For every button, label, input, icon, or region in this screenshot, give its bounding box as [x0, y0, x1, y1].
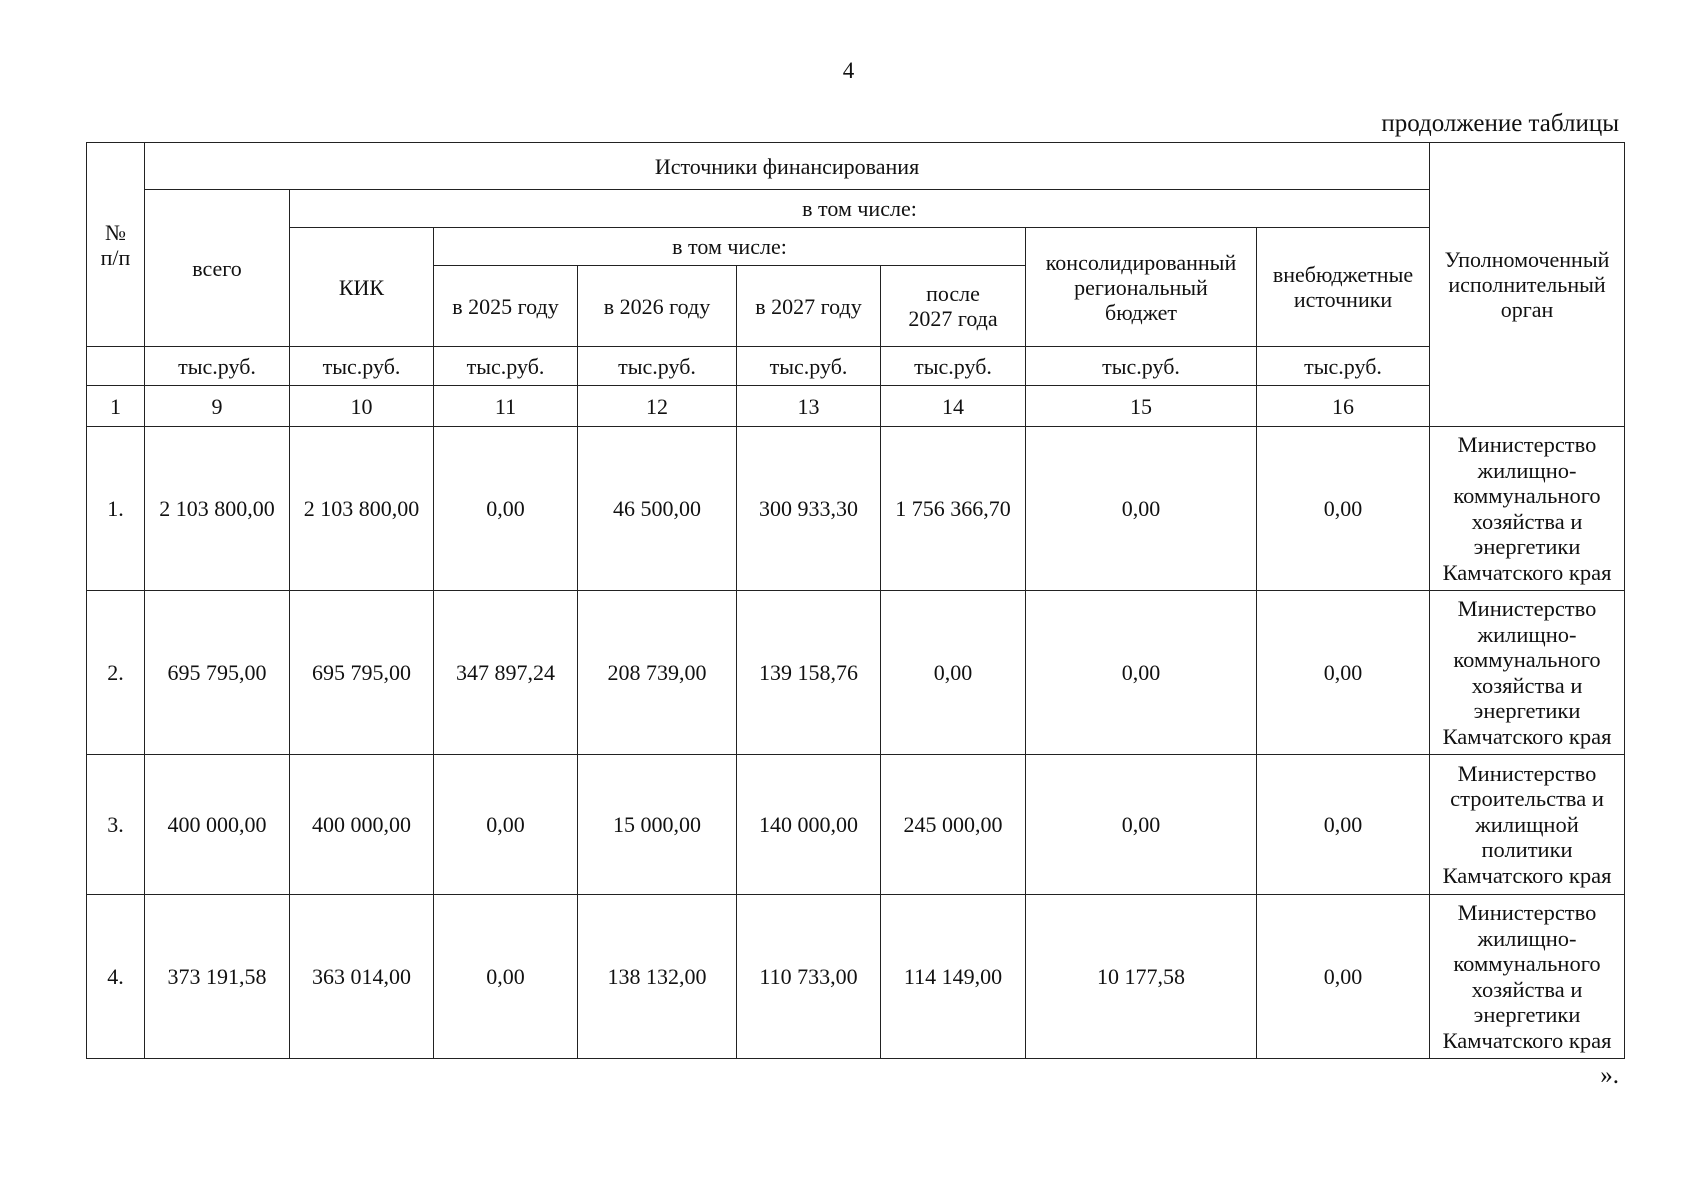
units-row: [87, 347, 1625, 386]
unit-cell: тыс.руб.: [1257, 347, 1430, 386]
unit-cell-empty: [87, 347, 145, 386]
column-number: 15: [1026, 386, 1257, 427]
cell-after-2027: 1 756 366,70: [881, 427, 1026, 591]
cell-regional: 10 177,58: [1026, 895, 1257, 1059]
cell-2027: 140 000,00: [737, 755, 881, 895]
cell-2026: 138 132,00: [578, 895, 737, 1059]
cell-offbudget: 0,00: [1257, 755, 1430, 895]
column-number: 16: [1257, 386, 1430, 427]
table-row: [87, 427, 1625, 591]
cell-2025: 0,00: [434, 427, 578, 591]
cell-after-2027: 0,00: [881, 591, 1026, 755]
unit-cell: тыс.руб.: [145, 347, 290, 386]
table-continuation-label: продолжение таблицы: [1381, 110, 1619, 137]
row-num: 2.: [87, 591, 145, 755]
header-authority: Уполномоченный исполнительный орган: [1430, 143, 1625, 427]
header-total: всего: [145, 190, 290, 347]
cell-2026: 15 000,00: [578, 755, 737, 895]
row-num: 3.: [87, 755, 145, 895]
cell-2025: 0,00: [434, 895, 578, 1059]
cell-offbudget: 0,00: [1257, 895, 1430, 1059]
cell-kik: 695 795,00: [290, 591, 434, 755]
cell-total: 373 191,58: [145, 895, 290, 1059]
cell-kik: 400 000,00: [290, 755, 434, 895]
cell-kik: 363 014,00: [290, 895, 434, 1059]
table-row: [87, 895, 1625, 1059]
column-number: 14: [881, 386, 1026, 427]
cell-offbudget: 0,00: [1257, 427, 1430, 591]
cell-2025: 0,00: [434, 755, 578, 895]
header-including-2: в том числе:: [434, 228, 1026, 266]
header-kik: КИК: [290, 228, 434, 347]
financing-table: [86, 142, 1625, 1059]
header-after-2027: после 2027 года: [881, 266, 1026, 347]
cell-after-2027: 245 000,00: [881, 755, 1026, 895]
unit-cell: тыс.руб.: [578, 347, 737, 386]
header-year-2027: в 2027 году: [737, 266, 881, 347]
header-year-2026: в 2026 году: [578, 266, 737, 347]
column-number: 12: [578, 386, 737, 427]
cell-authority: Министерство жилищно- коммунального хозяйства и энергетики Камчатского края: [1430, 895, 1625, 1059]
cell-authority: Министерство строительства и жилищной политики Камчатского края: [1430, 755, 1625, 895]
header-including-1: в том числе:: [290, 190, 1430, 228]
cell-total: 695 795,00: [145, 591, 290, 755]
header-offbudget: внебюджетные источники: [1257, 228, 1430, 347]
cell-kik: 2 103 800,00: [290, 427, 434, 591]
row-num: 1.: [87, 427, 145, 591]
column-number: 10: [290, 386, 434, 427]
column-number: 1: [87, 386, 145, 427]
cell-regional: 0,00: [1026, 427, 1257, 591]
row-num: 4.: [87, 895, 145, 1059]
cell-authority: Министерство жилищно- коммунального хозяйства и энергетики Камчатского края: [1430, 591, 1625, 755]
header-row-including: [87, 190, 1625, 228]
cell-regional: 0,00: [1026, 591, 1257, 755]
table-row: [87, 591, 1625, 755]
unit-cell: тыс.руб.: [1026, 347, 1257, 386]
header-regional-budget: консолидированный региональный бюджет: [1026, 228, 1257, 347]
closing-quote: ».: [1600, 1062, 1619, 1089]
table-row: [87, 755, 1625, 895]
column-numbers-row: [87, 386, 1625, 427]
cell-2027: 139 158,76: [737, 591, 881, 755]
page-number: 4: [842, 58, 855, 83]
cell-total: 400 000,00: [145, 755, 290, 895]
column-number: 9: [145, 386, 290, 427]
unit-cell: тыс.руб.: [881, 347, 1026, 386]
header-row-including-2: [87, 228, 1625, 266]
cell-2027: 110 733,00: [737, 895, 881, 1059]
cell-total: 2 103 800,00: [145, 427, 290, 591]
unit-cell: тыс.руб.: [290, 347, 434, 386]
header-num: № п/п: [87, 143, 145, 347]
cell-offbudget: 0,00: [1257, 591, 1430, 755]
header-row-sources: [87, 143, 1625, 190]
column-number: 13: [737, 386, 881, 427]
cell-regional: 0,00: [1026, 755, 1257, 895]
header-financing-sources: Источники финансирования: [145, 143, 1430, 190]
cell-2025: 347 897,24: [434, 591, 578, 755]
cell-authority: Министерство жилищно- коммунального хозяйства и энергетики Камчатского края: [1430, 427, 1625, 591]
column-number: 11: [434, 386, 578, 427]
unit-cell: тыс.руб.: [434, 347, 578, 386]
header-year-2025: в 2025 году: [434, 266, 578, 347]
cell-after-2027: 114 149,00: [881, 895, 1026, 1059]
cell-2026: 46 500,00: [578, 427, 737, 591]
unit-cell: тыс.руб.: [737, 347, 881, 386]
cell-2027: 300 933,30: [737, 427, 881, 591]
cell-2026: 208 739,00: [578, 591, 737, 755]
